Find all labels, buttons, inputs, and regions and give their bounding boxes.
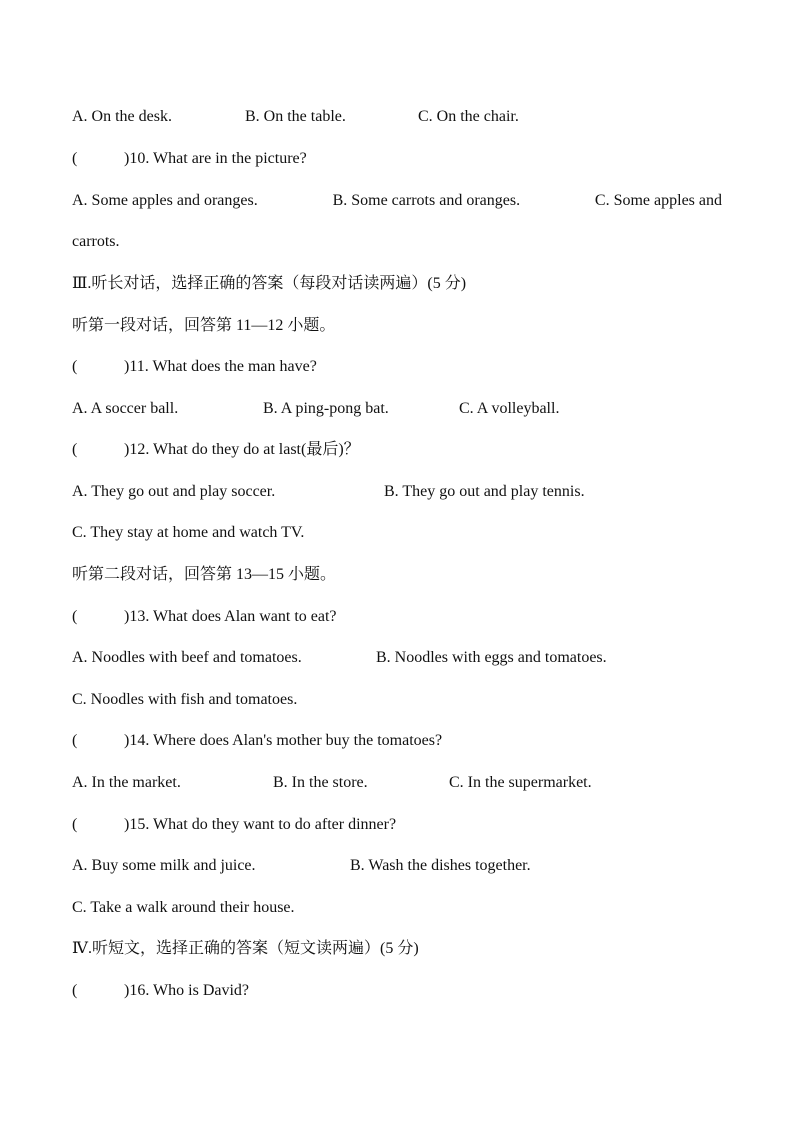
q14-option-a: A. In the market. <box>72 774 181 791</box>
dialog-1-instruction: 听第一段对话，回答第 11—12 小题。 <box>72 317 336 334</box>
q13-option-b: B. Noodles with eggs and tomatoes. <box>376 649 607 666</box>
answer-blank-10: ( <box>72 150 78 167</box>
q10-options <box>72 190 732 212</box>
answer-blank-14: ( <box>72 732 78 749</box>
q12-option-c: C. They stay at home and watch TV. <box>72 524 305 541</box>
q13-option-a: A. Noodles with beef and tomatoes. <box>72 649 302 666</box>
question-16 <box>72 980 732 1002</box>
answer-blank-11: ( <box>72 358 78 375</box>
answer-blank-13: ( <box>72 608 78 625</box>
question-13 <box>72 606 732 628</box>
question-11-text: )11. What does the man have? <box>124 358 317 375</box>
question-12 <box>72 439 732 461</box>
question-16-text: )16. Who is David? <box>124 982 250 999</box>
question-14-text: )14. Where does Alan's mother buy the tomatoes? <box>124 732 443 749</box>
q9-option-a: A. On the desk. <box>72 108 172 125</box>
q9-option-b: B. On the table. <box>245 108 346 125</box>
q11-option-c: C. A volleyball. <box>459 400 560 417</box>
q12-option-a: A. They go out and play soccer. <box>72 483 276 500</box>
q12-option-b: B. They go out and play tennis. <box>384 483 585 500</box>
q10-option-c: C. Some apples and <box>594 192 722 209</box>
q14-option-b: B. In the store. <box>273 774 368 791</box>
dialog-2-instruction: 听第二段对话，回答第 13—15 小题。 <box>72 566 337 583</box>
answer-blank-12: ( <box>72 441 78 458</box>
question-13-text: )13. What does Alan want to eat? <box>124 608 337 625</box>
question-15 <box>72 814 732 836</box>
question-11 <box>72 356 732 378</box>
section-4-heading: Ⅳ.听短文，选择正确的答案（短文读两遍）(5 分) <box>72 940 419 957</box>
q15-option-a: A. Buy some milk and juice. <box>72 857 256 874</box>
q10-option-c-continued: carrots. <box>72 233 120 250</box>
q9-option-c: C. On the chair. <box>418 108 519 125</box>
q11-option-a: A. A soccer ball. <box>72 400 179 417</box>
answer-blank-16: ( <box>72 982 78 999</box>
q11-option-b: B. A ping-pong bat. <box>263 400 389 417</box>
question-14 <box>72 730 732 752</box>
q13-option-c: C. Noodles with fish and tomatoes. <box>72 691 298 708</box>
question-10-text: )10. What are in the picture? <box>124 150 307 167</box>
q10-option-a: A. Some apples and oranges. <box>72 192 258 209</box>
section-3-heading: Ⅲ.听长对话，选择正确的答案（每段对话读两遍）(5 分) <box>72 275 467 292</box>
q15-option-b: B. Wash the dishes together. <box>350 857 531 874</box>
q15-option-c: C. Take a walk around their house. <box>72 899 295 916</box>
q10-option-b: B. Some carrots and oranges. <box>332 192 521 209</box>
question-15-text: )15. What do they want to do after dinner? <box>124 816 397 833</box>
q14-option-c: C. In the supermarket. <box>449 774 592 791</box>
answer-blank-15: ( <box>72 816 78 833</box>
question-10 <box>72 148 732 170</box>
question-12-text: )12. What do they do at last(最后)？ <box>124 441 360 458</box>
